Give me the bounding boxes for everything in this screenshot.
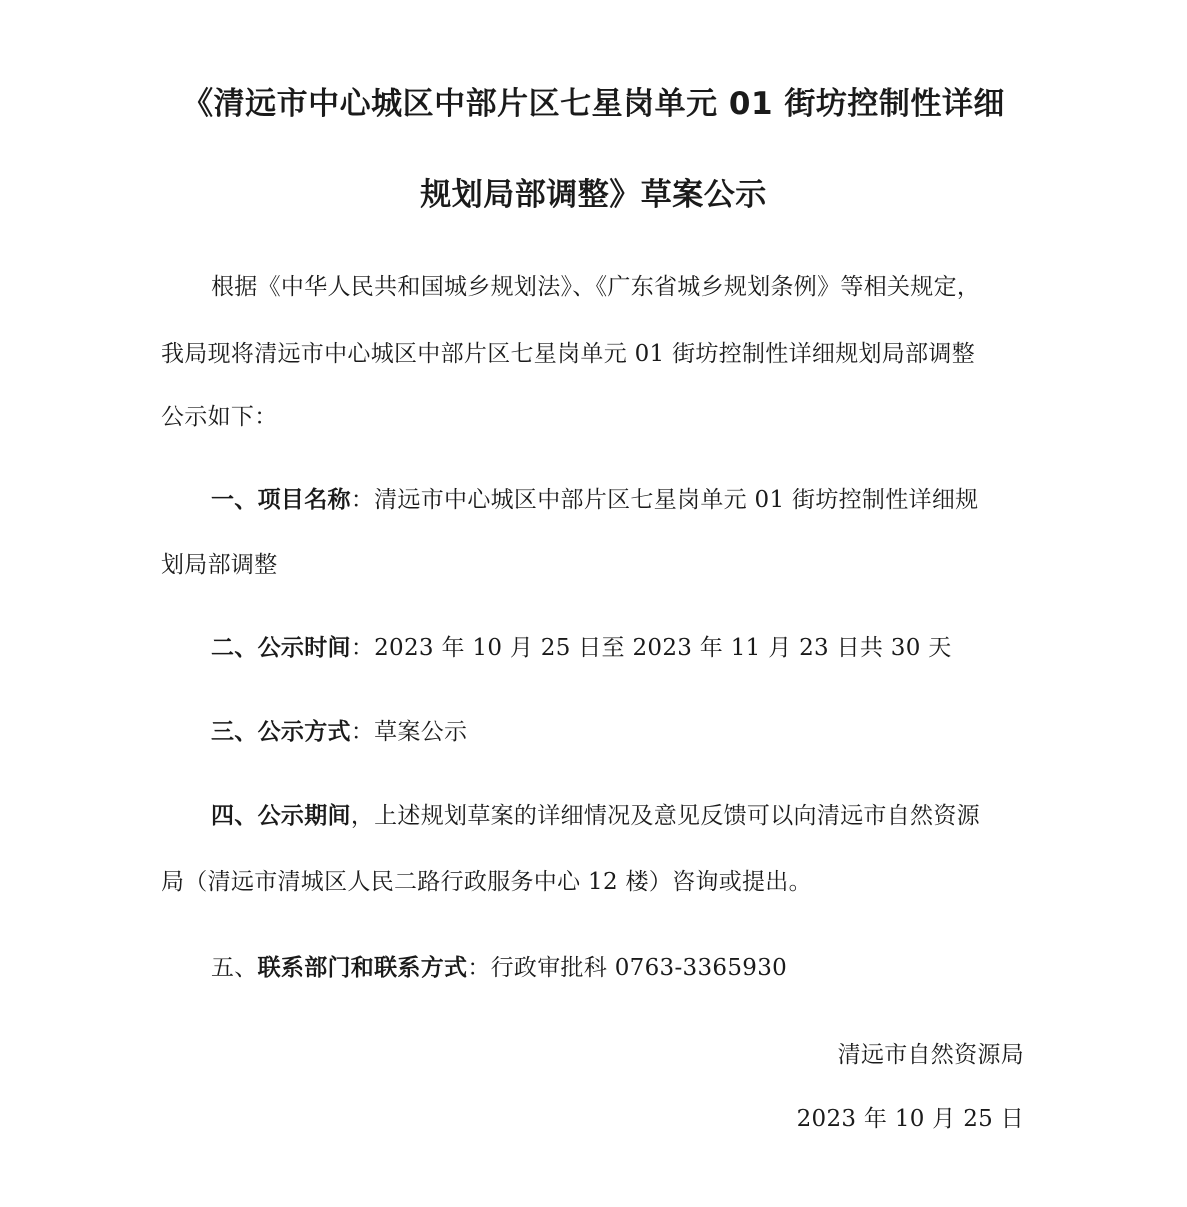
- intro-line-1: 根据《中华人民共和国城乡规划法》、《广东省城乡规划条例》等相关规定，: [211, 274, 981, 300]
- intro-line-3: 公示如下：: [161, 404, 278, 430]
- section-publicity-time: [211, 633, 952, 663]
- document-title-line-1: 《清远市中心城区中部片区七星岗单元 01 街坊控制性详细: [182, 86, 1005, 122]
- section-separator: ，: [350, 803, 375, 829]
- section-separator: ：: [467, 955, 491, 981]
- section-publicity-period: [211, 801, 980, 831]
- section-text: 上述规划草案的详细情况及意见反馈可以向清远市自然资源: [374, 803, 980, 829]
- section-contact: [211, 953, 787, 983]
- section-publicity-method: [211, 717, 467, 747]
- section-separator: ：: [350, 635, 375, 661]
- section-label: 四、公示期间: [211, 803, 351, 829]
- section-label: 二、公示时间: [211, 635, 351, 661]
- section-label: 联系部门和联系方式: [257, 955, 468, 981]
- section-project-name: [211, 485, 978, 515]
- section-prefix: 五、: [211, 955, 258, 981]
- section-label: 一、项目名称: [211, 487, 351, 513]
- section-separator: ：: [350, 719, 375, 745]
- section-separator: ：: [350, 487, 375, 513]
- document-title-line-2: 规划局部调整》草案公示: [420, 177, 767, 213]
- section-text: 行政审批科 0763-3365930: [490, 955, 788, 981]
- section-text: 清远市中心城区中部片区七星岗单元 01 街坊控制性详细规: [374, 487, 979, 513]
- signature-organization: 清远市自然资源局: [837, 1042, 1024, 1068]
- section-project-name-cont: 划局部调整: [161, 552, 278, 578]
- section-publicity-period-cont: 局（清远市清城区人民二路行政服务中心 12 楼）咨询或提出。: [161, 869, 812, 895]
- intro-line-2: 我局现将清远市中心城区中部片区七星岗单元 01 街坊控制性详细规划局部调整: [161, 341, 975, 367]
- signature-date: 2023 年 10 月 25 日: [796, 1106, 1024, 1132]
- section-text: 草案公示: [374, 719, 468, 745]
- section-text: 2023 年 10 月 25 日至 2023 年 11 月 23 日共 30 天: [374, 635, 952, 661]
- section-label: 三、公示方式: [211, 719, 351, 745]
